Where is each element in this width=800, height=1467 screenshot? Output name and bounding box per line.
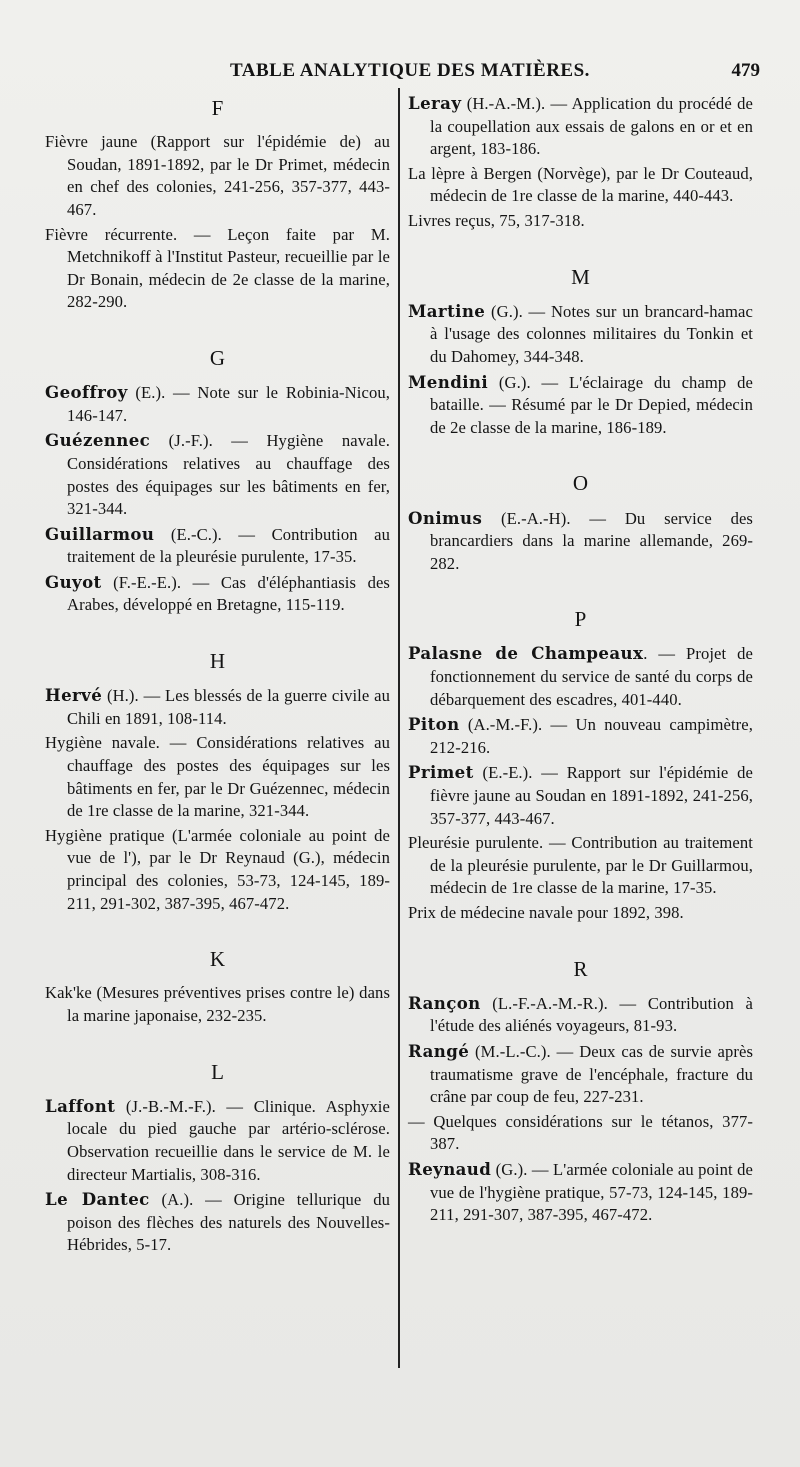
index-entry [408,507,753,576]
entry-text: (G.). — L'armée coloniale au point de vue de l'hygiène pratique, 57-73, 124-145, 189-211, 291-307, 387-395, 467-472. [430,1159,753,1225]
index-letter-heading: O [572,471,589,496]
index-letter-heading: H [209,649,226,674]
index-letter-heading: G [209,345,226,370]
entry-author-name: Guyot [45,571,102,592]
entry-author-name: Le Dantec [45,1189,150,1210]
entry-author-name: Guillarmou [45,523,155,544]
right-column [408,92,753,1255]
entry-text: (G.). — Notes sur un brancard-hamac à l'usage des colonnes militaires du Tonkin et du Dahomey, 344-348. [430,301,753,366]
section-spacer [45,316,390,342]
entry-text: Prix de médecine navale pour 1892, 398. [408,903,684,922]
entry-text: Kak'ke (Mesures préventives prises contre le) dans la marine japonaise, 232-235. [45,983,390,1025]
index-entry [45,732,390,822]
entry-text: (G.). — L'éclairage du champ de bataille. — Résumé par le Dr Depied, médecin de 2e classe de la marine, 186-189. [430,372,753,437]
entry-author-name: Guézennec [45,430,151,451]
entry-text: (L.-F.-A.-M.-R.). — Contribution à l'étude des aliénés voyageurs, 81-93. [430,993,753,1036]
index-entry [408,642,753,711]
entry-author-name: Mendini [408,371,489,392]
entry-text: (H.). — Les blessés de la guerre civile au Chili en 1891, 108-114. [67,686,390,728]
entry-text: (F.-E.-E.). — Cas d'éléphantiasis des Arabes, développé en Bretagne, 115-119. [67,572,390,615]
index-entry [45,429,390,520]
entry-text: La lèpre à Bergen (Norvège), par le Dr Couteaud, médecin de 1re classe de la marine, 440-443. [408,163,753,206]
section-spacer [408,441,753,467]
section-spacer [45,917,390,943]
index-entry [408,1111,753,1156]
entry-author-name: Palasne de Champeaux [408,643,644,664]
entry-text: (A.). — Origine tellurique du poison des flèches des naturels des Nouvelles-Hébrides, 5-17. [67,1190,390,1255]
entry-author-name: Martine [408,300,486,321]
index-entry [45,571,390,617]
section-spacer [408,1229,753,1255]
index-entry [408,371,753,440]
entry-text: — Quelques considérations sur le tétanos, 377-387. [408,1111,753,1154]
running-title: TABLE ANALYTIQUE DES MATIÈRES. [230,60,590,81]
section-spacer [408,927,753,953]
entry-text: (H.-A.-M.). — Application du procédé de la coupellation aux essais de galons en or et en argent, 183-186. [430,94,753,159]
entry-text: Fièvre jaune (Rapport sur l'épidémie de) au Soudan, 1891-1892, par le Dr Primet, médecin en chef des colonies, 241-256, 357-377, 443-467. [45,132,390,219]
index-entry [408,210,753,233]
index-entry [408,713,753,759]
index-entry [45,131,390,221]
index-entry [408,1040,753,1109]
entry-text: Livres reçus, 75, 317-318. [408,210,585,230]
entry-text: (E.-A.-H). — Du service des brancardiers dans la marine allemande, 269-282. [430,508,753,573]
entry-text: Fièvre récurrente. — Leçon faite par M. Metchnikoff à l'Institut Pasteur, recueillie par le Dr Bonain, médecin de 2e classe de la marine, 282-290. [45,224,390,312]
index-entry [408,1158,753,1227]
index-letter-heading: M [571,264,590,289]
entry-author-name: Laffont [45,1095,116,1116]
index-entry [408,761,753,830]
entry-author-name: Reynaud [408,1158,492,1179]
index-letter-heading: L [211,1059,224,1084]
entry-author-name: Primet [408,762,474,783]
entry-author-name: Rangé [408,1040,470,1061]
index-entry [408,92,753,161]
section-spacer [45,1030,390,1056]
entry-author-name: Leray [408,93,462,113]
entry-author-name: Onimus [408,507,483,528]
entry-author-name: Geoffroy [45,382,128,403]
page-number: 479 [731,60,760,81]
entry-text: (E.). — Note sur le Robinia-Nicou, 146-147. [67,383,390,425]
index-letter-heading: F [211,96,224,120]
index-letter-heading: K [209,947,226,972]
index-entry [45,1095,390,1186]
section-spacer [408,577,753,603]
page-header [45,60,760,88]
section-spacer [408,235,753,261]
entry-text: Pleurésie purulente. — Contribution au traitement de la pleurésie purulente, par le Dr Guillarmou, médecin de 1re classe de la marine, 17-35. [408,833,753,898]
section-spacer [45,619,390,645]
index-entry [45,684,390,730]
entry-text: (A.-M.-F.). — Un nouveau campimètre, 212-216. [430,715,753,757]
entry-text: (E.-E.). — Rapport sur l'épidémie de fièvre jaune au Soudan en 1891-1892, 241-256, 357-377, 443-467. [430,763,753,828]
index-entry [408,163,753,208]
column-divider [398,88,400,1368]
left-column [45,92,390,1285]
entry-author-name: Hervé [45,685,103,706]
entry-text: (J.-F.). — Hygiène navale. Considérations relatives au chauffage des postes des équipages sur les bâtiments en fer, 321-344. [67,431,390,519]
index-letter-heading: P [574,607,587,632]
entry-text: (J.-B.-M.-F.). — Clinique. Asphyxie locale du pied gauche par artério-sclérose. Observation recueillie dans le service de M. le directeur Martialis, 308-316. [67,1096,390,1184]
index-entry [408,832,753,900]
index-letter-heading: R [573,956,588,981]
index-entry [45,523,390,569]
index-entry [45,1188,390,1257]
index-entry [45,381,390,427]
index-entry [408,992,753,1038]
entry-author-name: Piton [408,714,460,735]
entry-text: (M.-L.-C.). — Deux cas de survie après traumatisme grave de l'encéphale, fracture du crâne par coup de feu, 227-231. [430,1041,753,1107]
index-entry [45,825,390,915]
index-entry [408,902,753,925]
entry-text: (E.-C.). — Contribution au traitement de la pleurésie purulente, 17-35. [67,524,390,567]
index-entry [45,224,390,314]
entry-author-name: Rançon [408,992,481,1013]
index-entry [45,982,390,1027]
entry-text: . — Projet de fonctionnement du service de santé du corps de débarquement des escadres, 401-440. [430,644,753,709]
entry-text: Hygiène pratique (L'armée coloniale au point de vue de l'), par le Dr Reynaud (G.), médecin principal des colonies, 53-73, 124-145, 189-211, 291-302, 387-395, 467-472. [45,825,390,913]
section-spacer [45,1259,390,1285]
entry-text: Hygiène navale. — Considérations relatives au chauffage des postes des équipages sur les bâtiments en fer, par le Dr Guézennec, médecin de 1re classe de la marine, 321-344. [45,733,390,821]
index-entry [408,300,753,369]
